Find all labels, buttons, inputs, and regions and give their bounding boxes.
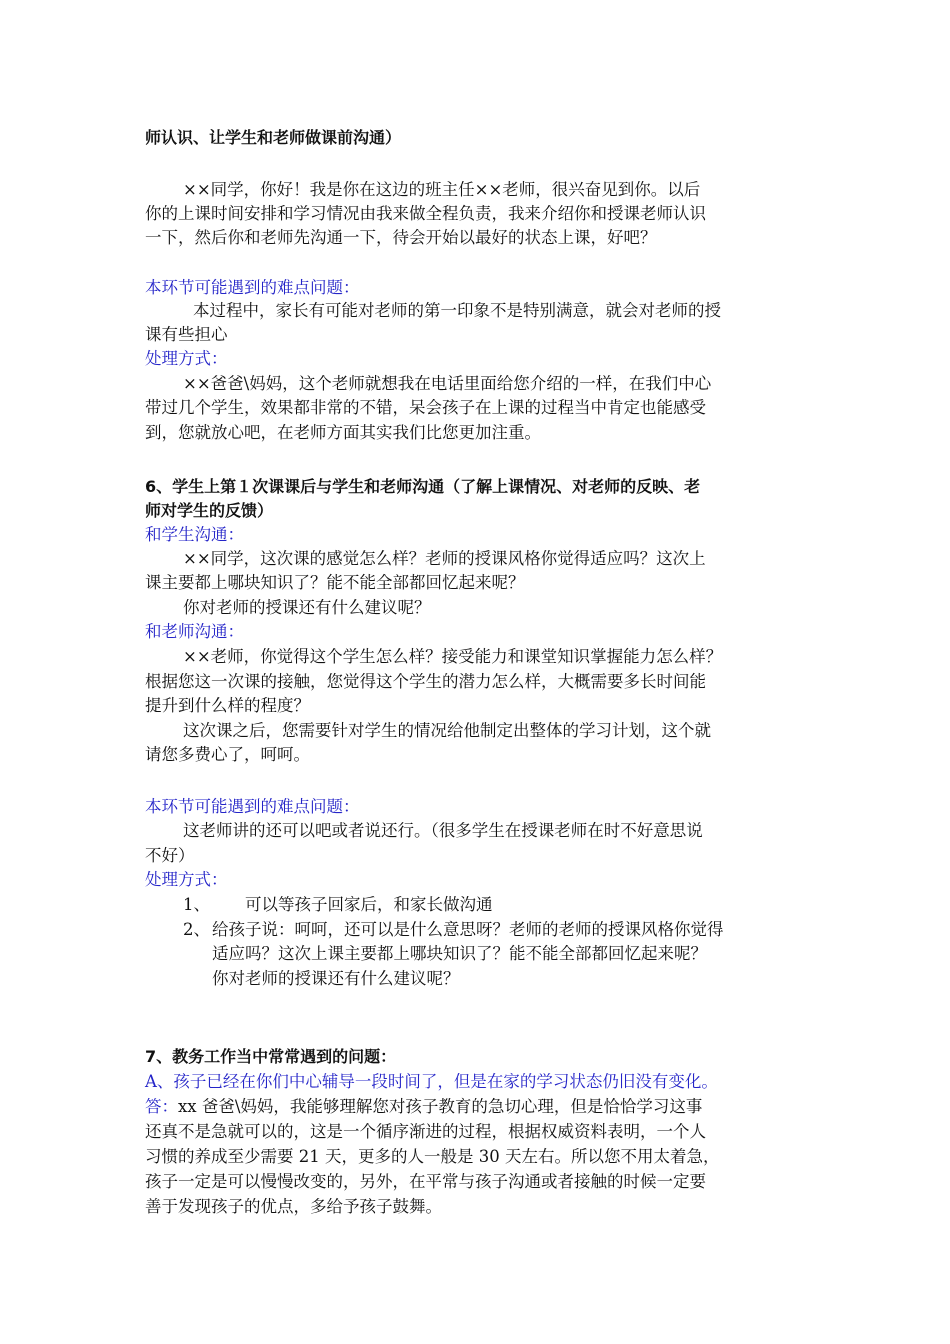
difficulty-label-2: 本环节可能遇到的难点问题：	[145, 797, 360, 816]
teacher-comm-line-1: ××老师，你觉得这个学生怎么样？接受能力和课堂知识掌握能力怎么样？	[183, 647, 723, 666]
teacher-comm-line-4: 这次课之后，您需要针对学生的情况给他制定出整体的学习计划，这个就	[183, 721, 711, 740]
handling-label-1: 处理方式：	[145, 349, 228, 368]
teacher-comm-line-3: 提升到什么样的程度？	[145, 696, 310, 715]
handling-2-item-2-line-3: 你对老师的授课还有什么建议呢？	[212, 969, 460, 988]
section-7-heading: 7、教务工作当中常常遇到的问题：	[145, 1047, 397, 1066]
difficulty-1-line-1: 本过程中，家长有可能对老师的第一印象不是特别满意，就会对老师的授	[193, 301, 721, 320]
greeting-line-3: 一下，然后你和老师先沟通一下，待会开始以最好的状态上课，好吧？	[145, 228, 657, 247]
handling-1-line-2: 带过几个学生，效果都非常的不错，呆会孩子在上课的过程当中肯定也能感受	[145, 398, 706, 417]
teacher-comm-label: 和老师沟通：	[145, 622, 244, 641]
teacher-comm-line-5: 请您多费心了，呵呵。	[145, 745, 310, 764]
teacher-comm-line-2: 根据您这一次课的接触，您觉得这个学生的潜力怎么样，大概需要多长时间能	[145, 672, 706, 691]
answer-a-line-3: 习惯的养成至少需要 21 天，更多的人一般是 30 天左右。所以您不用太着急，	[145, 1147, 720, 1166]
answer-a-line-4: 孩子一定是可以慢慢改变的，另外，在平常与孩子沟通或者接触的时候一定要	[145, 1172, 706, 1191]
answer-a-line-1	[145, 1095, 702, 1119]
difficulty-1-line-2: 课有些担心	[145, 325, 228, 344]
difficulty-2-line-2: 不好）	[145, 846, 195, 865]
student-comm-label: 和学生沟通：	[145, 525, 244, 544]
handling-2-item-2-num: 2、	[183, 920, 210, 939]
section-6-heading-line-2: 师对学生的反馈）	[145, 501, 274, 520]
greeting-line-1: ××同学，你好！我是你在这边的班主任××老师，很兴奋见到你。以后	[183, 180, 701, 199]
answer-a-line-5: 善于发现孩子的优点，多给予孩子鼓舞。	[145, 1197, 442, 1216]
greeting-line-2: 你的上课时间安排和学习情况由我来做全程负责，我来介绍你和授课老师认识	[145, 204, 706, 223]
difficulty-2-line-1: 这老师讲的还可以吧或者说还行。（很多学生在授课老师在时不好意思说	[183, 821, 703, 840]
answer-a-line-2: 还真不是急就可以的，这是一个循序渐进的过程，根据权威资料表明，一个人	[145, 1122, 706, 1141]
student-comm-line-2: 课主要都上哪块知识了？能不能全部都回忆起来呢？	[145, 573, 525, 592]
section-6-heading-line-1: 6、学生上第１次课课后与学生和老师沟通（了解上课情况、对老师的反映、老	[145, 477, 701, 496]
answer-a-text-1: xx 爸爸\妈妈，我能够理解您对孩子教育的急切心理，但是恰恰学习这事	[178, 1097, 703, 1116]
question-a: A、孩子已经在你们中心辅导一段时间了，但是在家的学习状态仍旧没有变化。	[145, 1072, 718, 1091]
intro-heading: 师认识、让学生和老师做课前沟通）	[145, 128, 402, 147]
answer-label: 答：	[145, 1097, 178, 1116]
difficulty-label-1: 本环节可能遇到的难点问题：	[145, 278, 360, 297]
student-comm-line-1: ××同学，这次课的感觉怎么样？老师的授课风格你觉得适应吗？这次上	[183, 549, 706, 568]
student-comm-line-3: 你对老师的授课还有什么建议呢？	[183, 598, 431, 617]
handling-label-2: 处理方式：	[145, 870, 228, 889]
handling-2-item-1-num: 1、	[183, 895, 210, 914]
handling-1-line-1: ××爸爸\妈妈，这个老师就想我在电话里面给您介绍的一样，在我们中心	[183, 374, 712, 393]
handling-2-item-2-line-2: 适应吗？这次上课主要都上哪块知识了？能不能全部都回忆起来呢？	[212, 944, 707, 963]
handling-2-item-2-line-1: 给孩子说：呵呵，还可以是什么意思呀？老师的老师的授课风格你觉得	[212, 920, 724, 939]
handling-2-item-1-text: 可以等孩子回家后，和家长做沟通	[245, 895, 493, 914]
handling-1-line-3: 到，您就放心吧，在老师方面其实我们比您更加注重。	[145, 423, 541, 442]
